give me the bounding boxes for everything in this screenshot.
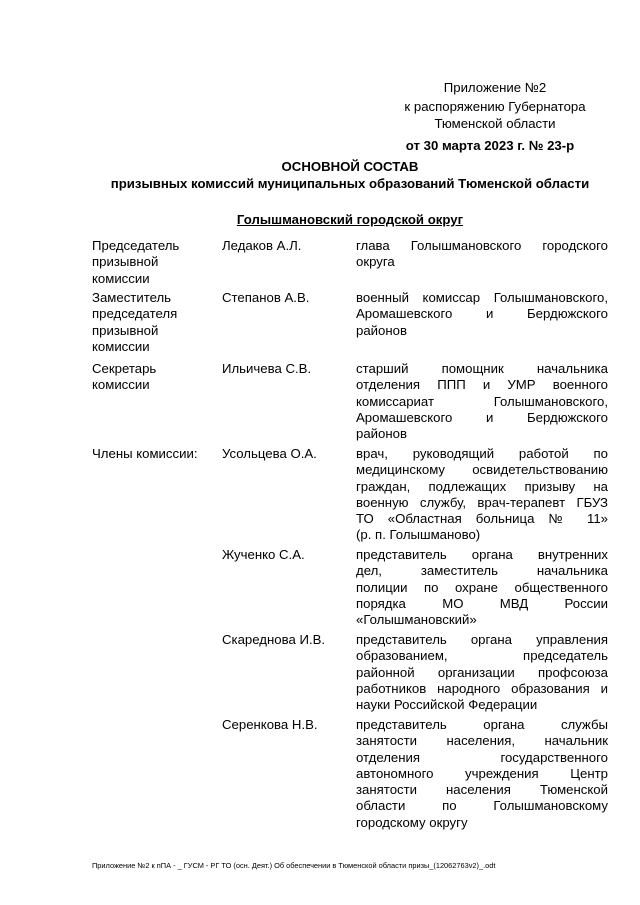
member-name: Серенкова Н.В. <box>222 717 318 732</box>
member-role-line: Председатель <box>92 238 180 253</box>
member-duty-line: медицинскому освидетельствованию <box>356 462 608 478</box>
member-role-line: комиссии <box>92 270 150 286</box>
member-duty-line: представитель органа управления <box>356 632 608 647</box>
footer-filename: Приложение №2 к пПА - _ ГУСМ - РГ ТО (осн. Деят.) Об обеспечении в Тюменской области призы_(12062763v2)_.odt <box>92 861 496 870</box>
member-role <box>92 361 217 394</box>
member-role <box>92 238 217 287</box>
member-duty-line: глава Голышмановского городского <box>356 238 608 253</box>
member-duty-line: занятости населения Тюменской <box>356 782 608 798</box>
member-duty-line: районов <box>356 426 407 442</box>
member-role-line: Заместитель <box>92 290 172 305</box>
attachment-title: Приложение №2 <box>443 80 547 95</box>
member-duty <box>356 361 608 442</box>
document-subtitle: призывных комиссий муниципальных образований Тюменской области <box>110 176 590 191</box>
member-duty <box>356 446 608 544</box>
member-duty-line: районной организации профсоюза <box>356 664 608 680</box>
member-role-line: Члены комиссии: <box>92 446 198 461</box>
member-duty <box>356 238 608 271</box>
member-duty-line: районов <box>356 322 407 338</box>
member-duty-line: отделения ППП и УМР военного <box>356 377 608 393</box>
member-duty-line: граждан, подлежащих призыву на <box>356 478 608 494</box>
member-duty-line: комиссариат Голышмановского, <box>356 393 608 409</box>
attachment-date: от 30 марта 2023 г. № 23-р <box>405 138 575 153</box>
member-duty-line: автономного учреждения Центр <box>356 765 608 781</box>
member-name: Ледаков А.Л. <box>222 238 302 253</box>
member-name: Усольцева О.А. <box>222 446 317 461</box>
member-duty-line: округа <box>356 254 395 270</box>
member-duty-line: Аромашевского и Бердюжского <box>356 409 608 425</box>
member-name: Ильичева С.В. <box>222 361 312 376</box>
document-title: ОСНОВНОЙ СОСТАВ <box>281 159 419 174</box>
member-duty-line: военную службу, врач-терапевт ГБУЗ <box>356 494 608 510</box>
member-duty-line: Аромашевского и Бердюжского <box>356 306 608 322</box>
member-duty-line: занятости населения, начальник <box>356 733 608 749</box>
member-duty-line: представитель органа внутренних <box>356 547 608 562</box>
member-role-line: Секретарь <box>92 361 157 376</box>
member-duty-line: представитель органа службы <box>356 717 608 732</box>
member-role-line: призывной <box>92 254 159 270</box>
member-duty <box>356 290 608 339</box>
member-duty-line: дел, заместитель начальника <box>356 563 608 579</box>
member-duty-line: отделения государственного <box>356 749 608 765</box>
member-name: Скареднова И.В. <box>222 632 326 647</box>
attachment-region: Тюменской области <box>434 116 556 131</box>
member-role-line: комиссии <box>92 377 150 393</box>
member-role-line: комиссии <box>92 338 150 354</box>
district-heading: Голышмановский городской округ <box>236 212 464 227</box>
member-duty-line: порядка МО МВД России <box>356 595 608 611</box>
member-duty-line: полиции по охране общественного <box>356 579 608 595</box>
member-duty-line: врач, руководящий работой по <box>356 446 608 461</box>
attachment-reference: к распоряжению Губернатора <box>404 99 586 114</box>
member-duty-line: городскому округу <box>356 814 468 830</box>
member-name: Жученко С.А. <box>222 547 305 562</box>
member-duty <box>356 632 608 713</box>
member-duty-line: работников народного образования и <box>356 680 608 696</box>
member-duty-line: области по Голышмановскому <box>356 798 608 814</box>
member-duty <box>356 547 608 628</box>
member-duty <box>356 717 608 831</box>
member-name: Степанов А.В. <box>222 290 310 305</box>
member-role <box>92 446 217 462</box>
member-role <box>92 290 217 355</box>
member-duty-line: военный комиссар Голышмановского, <box>356 290 608 305</box>
member-duty-line: науки Российской Федерации <box>356 697 538 713</box>
member-duty-line: (р. п. Голышманово) <box>356 527 481 543</box>
member-duty-line: старший помощник начальника <box>356 361 608 376</box>
member-role-line: призывной <box>92 322 159 338</box>
member-duty-line: ТО «Областная больница № 11» <box>356 511 608 527</box>
member-duty-line: образованием, председатель <box>356 648 608 664</box>
member-duty-line: «Голышмановский» <box>356 612 477 628</box>
member-role-line: председателя <box>92 306 178 322</box>
